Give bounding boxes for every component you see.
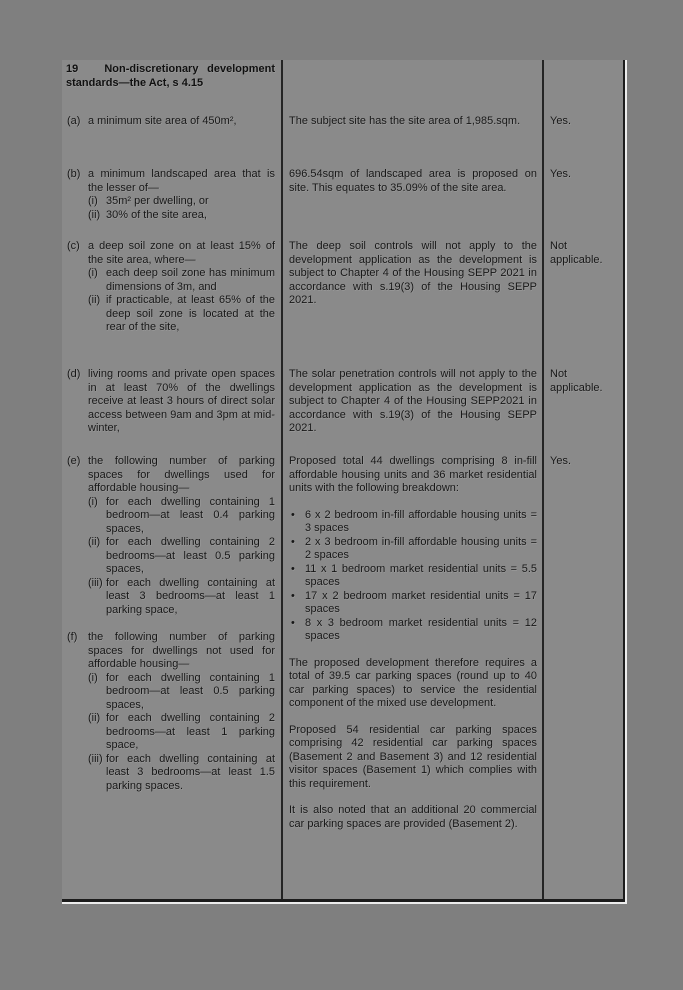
subitem bbox=[88, 195, 275, 209]
clause-text: living rooms and private open spaces in at least 70% of the dwellings receive at least 3 hours of direct solar access between 9am and 3pm at mid-winter, bbox=[88, 368, 275, 434]
subitem-label: (ii) bbox=[88, 294, 101, 306]
clause-d bbox=[66, 368, 275, 436]
subitem-label: (i) bbox=[88, 195, 98, 207]
clause-text: the following number of parking spaces for dwellings not used for affordable housing— bbox=[88, 631, 275, 670]
bullet-icon: • bbox=[291, 616, 295, 629]
clause-f bbox=[66, 631, 275, 793]
compliance-cell-b bbox=[542, 165, 625, 237]
clause-label: (f) bbox=[67, 631, 78, 643]
compliance-cell-d bbox=[542, 365, 625, 452]
standard-cell-b bbox=[62, 165, 281, 237]
subitem bbox=[88, 294, 275, 335]
subitem bbox=[88, 753, 275, 794]
compliance-text: Yes. bbox=[550, 455, 572, 467]
bullet-icon: • bbox=[291, 535, 295, 548]
subitem-text: 35m² per dwelling, or bbox=[106, 195, 209, 207]
clause-text: a minimum site area of 450m², bbox=[88, 115, 237, 127]
subitem bbox=[88, 209, 275, 223]
table-header-comment-cell bbox=[281, 60, 542, 112]
table-header-compliance-cell bbox=[542, 60, 625, 112]
clause-text: a minimum landscaped area that is the lesser of— bbox=[88, 168, 275, 194]
subitem-text: 30% of the site area, bbox=[106, 208, 207, 221]
comment-cell-ef bbox=[281, 452, 542, 899]
clause-label: (e) bbox=[67, 455, 81, 467]
subitem-text: if practicable, at least 65% of the deep soil zone is located at the rear of the site, bbox=[106, 294, 275, 333]
clause-text: a deep soil zone on at least 15% of the site area, where— bbox=[88, 240, 275, 266]
parking-total-paragraph: The proposed development therefore requires a total of 39.5 car parking spaces (round up to 40 car parking spaces) to service the residential component of the mixed use development. bbox=[289, 656, 537, 709]
comment-text: The solar penetration controls will not apply to the development application as the development is subject to Chapter 4 of the Housing SEPP2021 in accordance with s.19(3) of the Housing SEPP 2021. bbox=[289, 368, 537, 434]
bullet-text: 8 x 3 bedroom market residential units = 12 spaces bbox=[305, 616, 537, 642]
subitem bbox=[88, 712, 275, 753]
subitem bbox=[88, 577, 275, 618]
subitem-text: for each dwelling containing 2 bedrooms—at least 0.5 parking spaces, bbox=[106, 536, 275, 575]
parking-proposed-paragraph: Proposed 54 residential car parking spaces comprising 42 residential car parking spaces (Basement 2 and Basement 3) and 12 residential visitor spaces (Basement 1) which complies with this requirement. bbox=[289, 723, 537, 790]
compliance-text: Yes. bbox=[550, 115, 572, 127]
list-item bbox=[289, 509, 537, 536]
bullet-text: 17 x 2 bedroom market residential units = 17 spaces bbox=[305, 589, 537, 615]
bullet-icon: • bbox=[291, 508, 295, 521]
compliance-cell-ef bbox=[542, 452, 625, 899]
comment-text: The subject site has the site area of 1,985.sqm. bbox=[289, 115, 521, 127]
subitem-label: (i) bbox=[88, 267, 98, 279]
subitem-label: (ii) bbox=[88, 536, 101, 548]
standard-cell-c bbox=[62, 237, 281, 365]
subitem-label: (i) bbox=[88, 495, 98, 508]
bullet-icon: • bbox=[291, 589, 295, 602]
comment-cell-d bbox=[281, 365, 542, 452]
clause-a bbox=[66, 115, 275, 129]
comment-cell-c bbox=[281, 237, 542, 365]
subitem-text: for each dwelling containing 1 bedroom—at least 0.4 parking spaces, bbox=[106, 495, 275, 535]
subitem-text: for each dwelling containing at least 3 bedrooms—at least 1.5 parking spaces. bbox=[106, 752, 275, 792]
subitem-label: (ii) bbox=[88, 208, 101, 221]
parking-commercial-paragraph: It is also noted that an additional 20 commercial car parking spaces are provided (Basement 2). bbox=[289, 804, 537, 830]
compliance-text: Yes. bbox=[550, 168, 572, 180]
clause-label: (b) bbox=[67, 168, 81, 180]
comment-cell-b bbox=[281, 165, 542, 237]
clause-label: (c) bbox=[67, 240, 80, 252]
bullet-icon: • bbox=[291, 562, 295, 575]
clause-label: (a) bbox=[67, 115, 81, 127]
subitem-text: each deep soil zone has minimum dimensions of 3m, and bbox=[106, 267, 275, 293]
bullet-text: 6 x 2 bedroom in-fill affordable housing units = 3 spaces bbox=[305, 508, 537, 534]
subitem-text: for each dwelling containing 1 bedroom—at least 0.5 parking spaces, bbox=[106, 671, 275, 711]
assessment-table bbox=[62, 60, 625, 902]
subitem-label: (iii) bbox=[88, 752, 103, 765]
compliance-text: Not applicable. bbox=[550, 368, 603, 394]
list-item bbox=[289, 563, 537, 590]
comment-cell-a bbox=[281, 112, 542, 165]
clause-b bbox=[66, 168, 275, 222]
bullet-text: 11 x 1 bedroom market residential units = 5.5 spaces bbox=[305, 562, 537, 588]
parking-intro: Proposed total 44 dwellings comprising 8 in-fill affordable housing units and 36 market residential units with the following breakdown: bbox=[289, 455, 537, 494]
list-item bbox=[289, 617, 537, 644]
comment-text: The deep soil controls will not apply to the development application as the development is subject to Chapter 4 of the Housing SEPP 2021 in accordance with s.19(3) of the Housing SEPP 2021. bbox=[289, 240, 537, 306]
list-item bbox=[289, 536, 537, 563]
clause-c bbox=[66, 240, 275, 335]
clause-e bbox=[66, 455, 275, 617]
subitem-text: for each dwelling containing at least 3 bedrooms—at least 1 parking space, bbox=[106, 576, 275, 616]
standard-cell-d bbox=[62, 365, 281, 452]
table-header-title: 19 Non-discretionary development standards—the Act, s 4.15 bbox=[66, 63, 279, 89]
clause-label: (d) bbox=[67, 368, 81, 380]
subitem bbox=[88, 672, 275, 713]
parking-bullet-list bbox=[289, 509, 537, 644]
bullet-text: 2 x 3 bedroom in-fill affordable housing units = 2 spaces bbox=[305, 535, 537, 561]
subitem-label: (i) bbox=[88, 671, 98, 684]
subitem bbox=[88, 536, 275, 577]
comment-text: 696.54sqm of landscaped area is proposed on site. This equates to 35.09% of the site area. bbox=[289, 168, 537, 194]
compliance-cell-a bbox=[542, 112, 625, 165]
subitem bbox=[88, 267, 275, 294]
compliance-cell-c bbox=[542, 237, 625, 365]
subitem-text: for each dwelling containing 2 bedrooms—at least 1 parking space, bbox=[106, 712, 275, 751]
list-item bbox=[289, 590, 537, 617]
standard-cell-ef bbox=[62, 452, 281, 899]
compliance-text: Not applicable. bbox=[550, 240, 603, 266]
standard-cell-a bbox=[62, 112, 281, 165]
subitem bbox=[88, 496, 275, 537]
subitem-label: (ii) bbox=[88, 712, 101, 724]
subitem-label: (iii) bbox=[88, 576, 103, 589]
clause-text: the following number of parking spaces for dwellings used for affordable housing— bbox=[88, 455, 275, 494]
